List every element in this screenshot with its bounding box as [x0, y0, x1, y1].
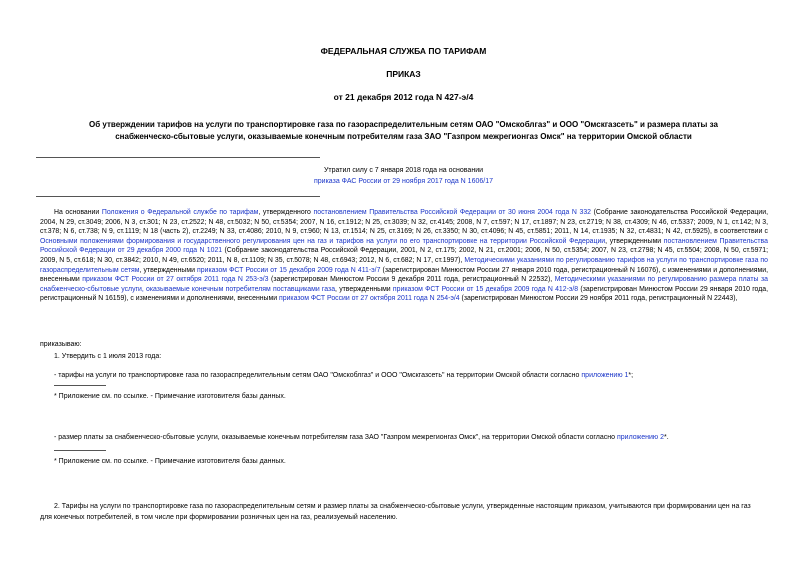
preamble-text: (зарегистрирован Минюстом России 29 ноября 2011 года, регистрационный N 22443), [459, 295, 738, 303]
item-2-line-2: для конечных потребителей, в том числе при формировании розничных цен на газ, реализуемый населению. [40, 513, 398, 521]
title-line-2: снабженческо-сбытовые услуги, оказываемые конечным потребителям газа ЗАО "Газпром межрегионгаз Омск" на территории Омской области [115, 132, 692, 141]
preamble-link[interactable]: постановлением Правительства Российской Федерации от 30 июня 2004 года N 332 [313, 209, 591, 216]
appendix-1-link[interactable]: приложению 1 [581, 372, 629, 379]
divider [36, 196, 320, 197]
preamble-text: , утвержденными [335, 285, 393, 293]
footnote-divider [54, 385, 106, 386]
preamble-link[interactable]: постановлением Правительства Российской Федерации от 29 декабря 2000 года N 1021 [40, 237, 768, 255]
document-date-number: от 21 декабря 2012 года N 427-э/4 [333, 92, 474, 102]
item-1-sub-1: - тарифы на услуги по транспортировке газа по газораспределительным сетям ОАО "Омскоблгаз" и ООО "Омскгазсеть" на территории Омской области согласно приложению 1*; [54, 372, 634, 379]
title-line-1: Об утверждении тарифов на услуги по транспортировке газа по газораспределительным сетям ОАО "Омскоблгаз" и ООО "Омскгазсеть" и размера платы за [89, 120, 718, 129]
preamble-text: (Собрание законодательства Российской Федерации, 2001, N 2, ст.175; 2002, N 21, ст.2001; 2006, N 50, ст.5354; 2007, N 23, ст.2798; N 45, ст.5504; 2008, N 50, ст.5971; 2009, N 5, ст.618; N 30, ст.3842; 2010, N 49, ст.6520; 2011, N 8, ст.1109; N 35, ст.5078; N 48, ст.6943; 2012, N 6, ст.682; N 17, ст.1997), [40, 247, 768, 264]
preamble-link[interactable]: приказом ФСТ России от 27 октября 2011 года N 253-э/3 [82, 276, 269, 284]
item-1-heading: 1. Утвердить с 1 июля 2013 года: [54, 353, 162, 360]
footnote-1: * Приложение см. по ссылке. - Примечание изготовителя базы данных. [54, 393, 286, 400]
preamble-link[interactable]: Основными положениями формирования и государственного регулирования цен на газ и тарифов на услуги по его транспортировке на территории Российской Федерации [40, 237, 606, 245]
preamble-text: (Собрание законодательства Российской Федерации, 2004, N 29, ст.3049; 2006, N 3, ст.301; N 23, ст.2522; N 48, ст.5032; N 50, ст.5354; 2007, N 16, ст.1912; N 25, ст.3039; N 32, ст.4145; 2008, N 7, ст.597; N 17, ст.1897; N 23, ст.2719; N 38, ст.4309; N 46, ст.5337; 2009, N 1, ст.142; N 3, ст.378; N 6, ст.738; N 9, ст.1119; N 18 (часть 2), ст.2249; N 33, ст.4086; 2010, N 9, ст.960; N 13, ст.1514; N 25, ст.3169; N 26, ст.3350; N 30, ст.4096; N 45, ст.5851; 2011, N 14, ст.1935; N 32, ст.4831; N 42, ст.5925), в соответствии с [40, 209, 768, 236]
agency-name: ФЕДЕРАЛЬНАЯ СЛУЖБА ПО ТАРИФАМ [320, 46, 487, 56]
preamble-link[interactable]: приказом ФСТ России от 15 декабря 2009 года N 412-э/8 [392, 285, 579, 293]
divider [36, 157, 320, 158]
preamble-text: На основании [54, 209, 102, 216]
preamble-paragraph [40, 208, 768, 304]
preamble-link[interactable]: приказом ФСТ России от 15 декабря 2009 года N 411-э/7 [197, 266, 381, 274]
preamble-text: (зарегистрирован Минюстом России 27 января 2010 года, регистрационный N 16076), с изменениями и дополнениями, внесенными [40, 266, 768, 284]
status-note [0, 166, 807, 187]
preamble-link[interactable]: приказом ФСТ России от 27 октября 2011 года N 254-э/4 [279, 295, 460, 303]
footnote-2: * Приложение см. по ссылке. - Примечание изготовителя базы данных. [54, 458, 286, 465]
order-word: приказываю: [40, 341, 82, 348]
item-2-line-1: 2. Тарифы на услуги по транспортировке газа по газораспределительным сетям и размер платы за снабженческо-сбытовые услуги, утвержденные настоящим приказом, учитываются при формировании цен на газ [54, 503, 751, 510]
appendix-2-link[interactable]: приложению 2 [616, 434, 664, 441]
item-1-sub-2: - размер платы за снабженческо-сбытовые услуги, оказываемые конечным потребителям газа ЗАО "Газпром межрегионгаз Омск", на территории Омской области согласно приложению 2*. [54, 434, 669, 441]
preamble-text: , утвержденного [258, 209, 314, 216]
preamble-text: , утвержденными [139, 266, 198, 274]
preamble-link[interactable]: Методическими указаниями по регулированию тарифов на услуги по транспортировке газа по газораспределительным сетям [40, 256, 768, 274]
item-2-paragraph [40, 502, 770, 523]
preamble-text: (зарегистрирован Минюстом России 29 января 2010 года, регистрационный N 16159), с изменениями и дополнениями, внесенными [40, 285, 768, 303]
document-title [0, 119, 807, 143]
preamble-link[interactable]: Положения о Федеральной службе по тарифам [101, 209, 259, 216]
preamble-text: (зарегистрирован Минюстом России 9 декабря 2011 года, регистрационный N 22532), [268, 276, 555, 284]
preamble-link[interactable]: Методическими указаниями по регулированию размера платы за снабженческо-сбытовые услуги, оказываемые конечным потребителям поставщиками газа [40, 276, 768, 293]
footnote-divider [54, 450, 106, 451]
document-type: ПРИКАЗ [386, 69, 421, 79]
preamble-text: , утвержденными [605, 237, 664, 245]
status-text: Утратил силу с 7 января 2018 года на основании [323, 167, 484, 174]
status-link[interactable]: приказа ФАС России от 29 ноября 2017 года N 1606/17 [314, 177, 493, 185]
